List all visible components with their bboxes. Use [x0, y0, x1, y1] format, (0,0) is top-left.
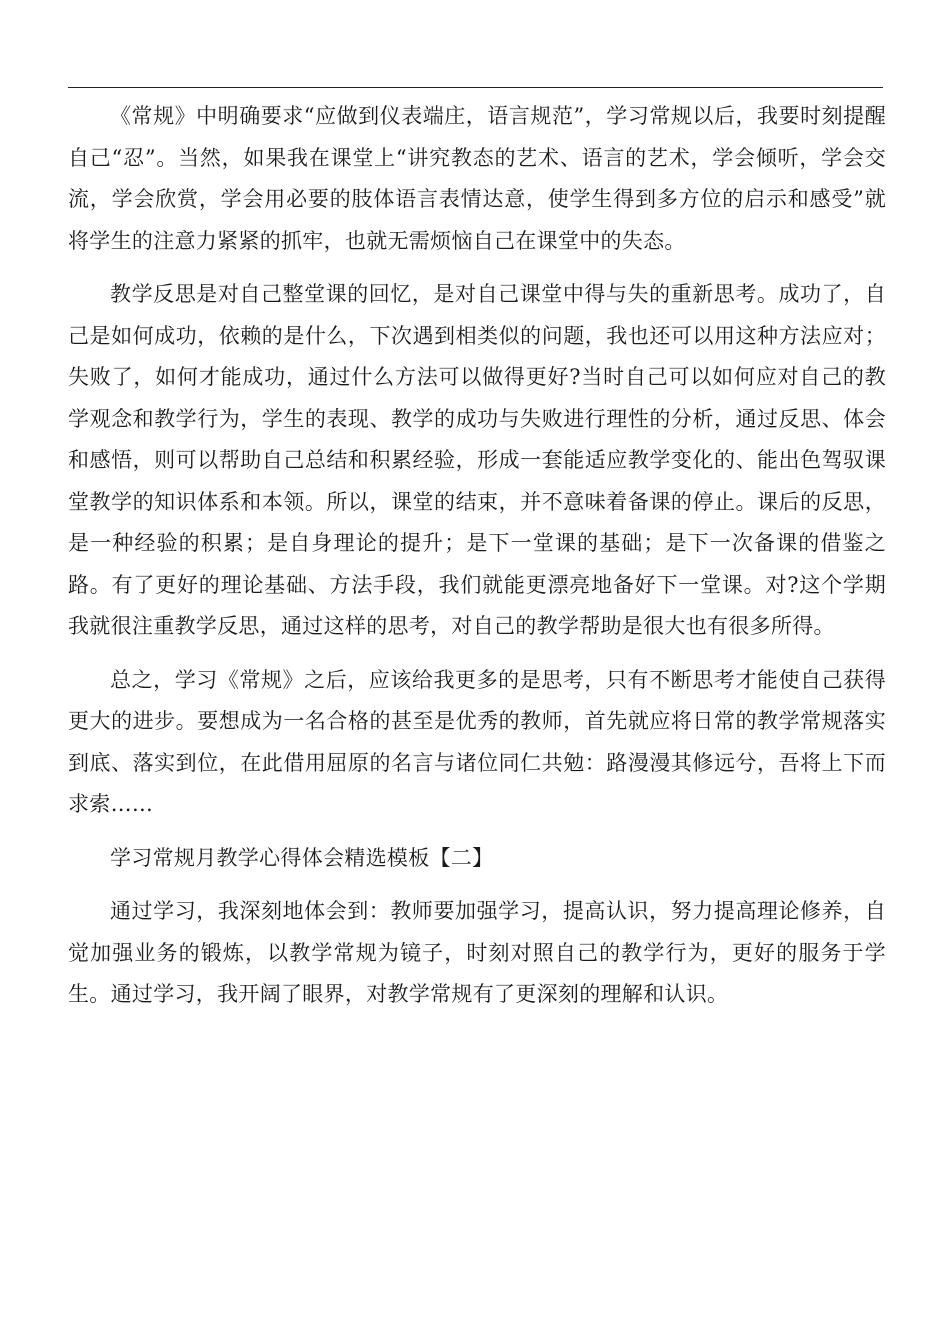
paragraph-1: 《常规》中明确要求“应做到仪表端庄，语言规范”，学习常规以后，我要时刻提醒自己“忍”。当然，如果我在课堂上“讲究教态的艺术、语言的艺术，学会倾听，学会交流，学会欣赏，学会用必要的肢体语言表情达意，使学生得到多方位的启示和感受”就将学生的注意力紧紧的抓牢，也就无需烦恼自己在课堂中的失态。 [68, 104, 886, 253]
section-heading: 学习常规月教学心得体会精选模板【二】 [110, 845, 494, 870]
document-body [68, 96, 886, 1028]
paragraph-2: 教学反思是对自己整堂课的回忆，是对自己课堂中得与失的重新思考。成功了，自己是如何成功，依赖的是什么，下次遇到相类似的问题，我也还可以用这种方法应对；失败了，如何才能成功，通过什么方法可以做得更好?当时自己可以如何应对自己的教学观念和教学行为，学生的表现、教学的成功与失败进行理性的分析，通过反思、体会和感悟，则可以帮助自己总结和积累经验，形成一套能适应教学变化的、能出色驾驭课堂教学的知识体系和本领。所以，课堂的结束，并不意味着备课的停止。课后的反思，是一种经验的积累；是自身理论的提升；是下一堂课的基础；是下一次备课的借鉴之路。有了更好的理论基础、方法手段，我们就能更漂亮地备好下一堂课。对?这个学期我就很注重教学反思，通过这样的思考，对自己的教学帮助是很大也有很多所得。 [68, 282, 886, 638]
header-rule [68, 87, 883, 88]
paragraph-3: 总之，学习《常规》之后，应该给我更多的是思考，只有不断思考才能使自己获得更大的进步。要想成为一名合格的甚至是优秀的教师，首先就应将日常的教学常规落实到底、落实到位，在此借用屈原的名言与诸位同仁共勉：路漫漫其修远兮，吾将上下而求索…… [68, 667, 886, 816]
paragraph-4: 通过学习，我深刻地体会到：教师要加强学习，提高认识，努力提高理论修养，自觉加强业务的锻炼，以教学常规为镜子，时刻对照自己的教学行为，更好的服务于学生。通过学习，我开阔了眼界，对教学常规有了更深刻的理解和认识。 [68, 899, 886, 1006]
